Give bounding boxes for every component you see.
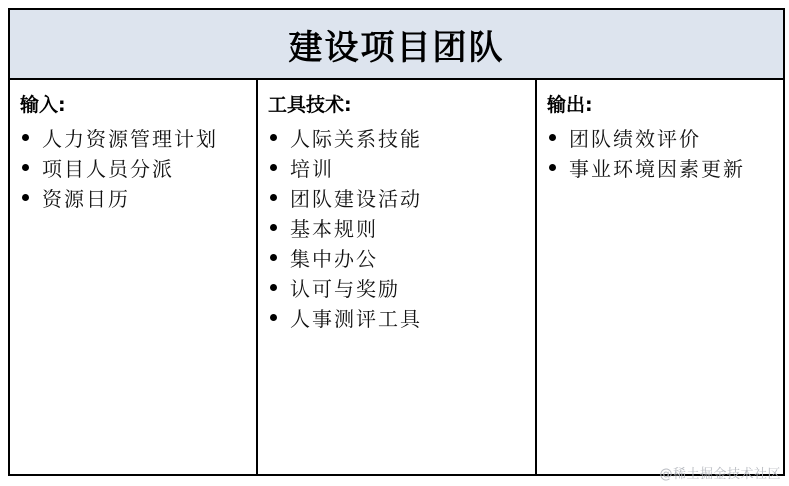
list-item-label: 人事测评工具 [290, 306, 422, 331]
inputs-column [10, 80, 258, 476]
bullet-icon [549, 134, 556, 141]
outputs-column [537, 80, 783, 476]
list-item-label: 资源日历 [42, 186, 130, 211]
title-bar [10, 10, 783, 80]
bullet-icon [270, 134, 277, 141]
diagram-frame [8, 8, 785, 476]
list-item-label: 团队建设活动 [290, 186, 422, 211]
inputs-heading: 输入: [20, 94, 66, 116]
tools-list [268, 122, 535, 332]
list-item-label: 基本规则 [290, 216, 378, 241]
list-item [20, 182, 256, 212]
bullet-icon [270, 284, 277, 291]
list-item-label: 事业环境因素更新 [569, 156, 745, 181]
list-item [20, 152, 256, 182]
list-item [268, 212, 535, 242]
tools-heading: 工具技术: [268, 94, 352, 116]
diagram-title: 建设项目团队 [288, 27, 505, 68]
list-item [20, 122, 256, 152]
bullet-icon [270, 314, 277, 321]
watermark: @稀土掘金技术社区 [659, 467, 781, 482]
list-item-label: 集中办公 [290, 246, 378, 271]
list-item [547, 122, 783, 152]
list-item [268, 242, 535, 272]
list-item [268, 182, 535, 212]
bullet-icon [270, 194, 277, 201]
list-item [268, 122, 535, 152]
inputs-list [20, 122, 256, 212]
bullet-icon [270, 164, 277, 171]
list-item-label: 人际关系技能 [290, 126, 422, 151]
list-item-label: 团队绩效评价 [569, 126, 701, 151]
list-item [547, 152, 783, 182]
outputs-heading: 输出: [547, 94, 593, 116]
bullet-icon [549, 164, 556, 171]
list-item-label: 培训 [290, 156, 334, 181]
list-item-label: 认可与奖励 [290, 276, 400, 301]
columns-row [10, 80, 783, 476]
list-item [268, 272, 535, 302]
bullet-icon [22, 194, 29, 201]
outputs-list [547, 122, 783, 182]
bullet-icon [22, 134, 29, 141]
bullet-icon [270, 224, 277, 231]
bullet-icon [270, 254, 277, 261]
tools-column [258, 80, 537, 476]
list-item [268, 152, 535, 182]
list-item-label: 人力资源管理计划 [42, 126, 218, 151]
list-item [268, 302, 535, 332]
bullet-icon [22, 164, 29, 171]
list-item-label: 项目人员分派 [42, 156, 174, 181]
